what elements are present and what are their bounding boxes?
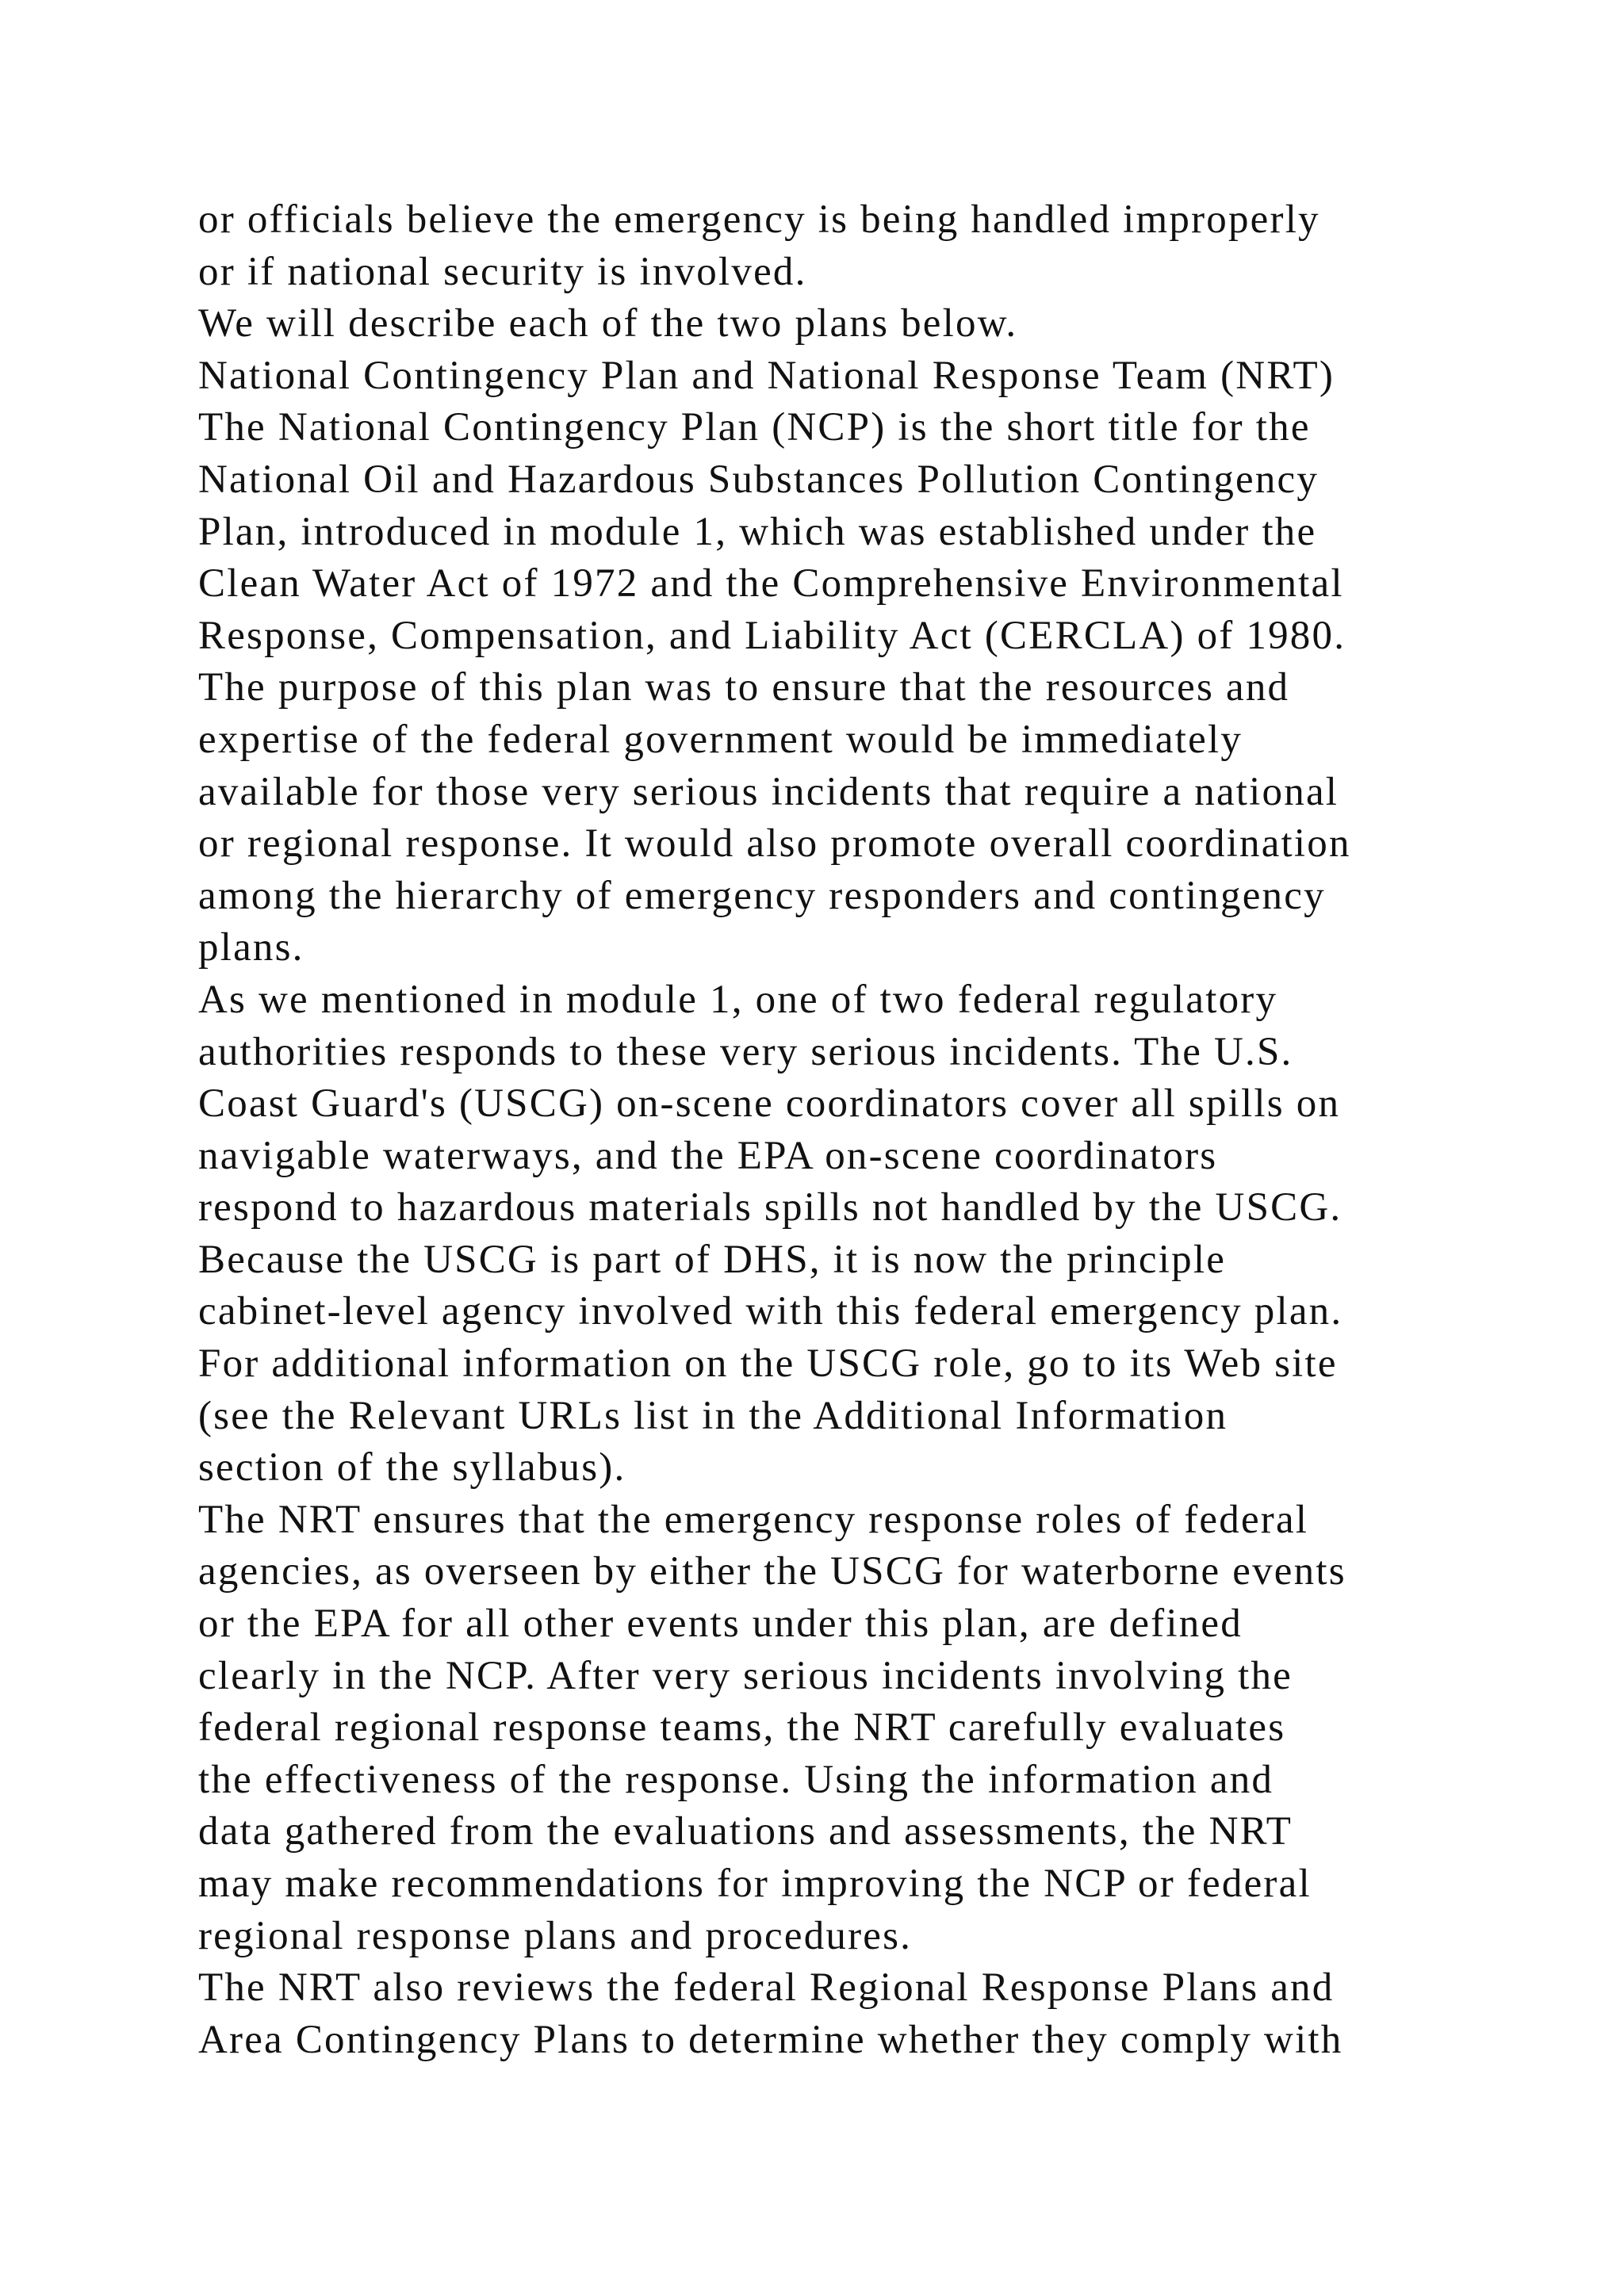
text-line: or officials believe the emergency is being handled improperly <box>198 197 1320 242</box>
text-line: National Contingency Plan and National Response Team (NRT) <box>198 353 1335 398</box>
text-line: National Oil and Hazardous Substances Pollution Contingency <box>198 457 1320 502</box>
text-line: or the EPA for all other events under this plan, are defined <box>198 1601 1243 1647</box>
text-line: As we mentioned in module 1, one of two federal regulatory <box>198 977 1278 1022</box>
text-line: The NRT also reviews the federal Regional Response Plans and <box>198 1965 1335 2011</box>
document-text <box>198 194 1546 2066</box>
text-line: Clean Water Act of 1972 and the Comprehensive Environmental <box>198 561 1344 607</box>
text-line: cabinet-level agency involved with this federal emergency plan. <box>198 1289 1343 1334</box>
text-line: Plan, introduced in module 1, which was established under the <box>198 509 1317 554</box>
text-line: section of the syllabus). <box>198 1445 626 1490</box>
text-line: federal regional response teams, the NRT carefully evaluates <box>198 1705 1286 1751</box>
text-line: clearly in the NCP. After very serious incidents involving the <box>198 1653 1293 1698</box>
text-line: or regional response. It would also promote overall coordination <box>198 821 1351 867</box>
text-line: The National Contingency Plan (NCP) is the short title for the <box>198 405 1311 450</box>
text-line: For additional information on the USCG role, go to its Web site <box>198 1341 1338 1387</box>
text-line: We will describe each of the two plans below. <box>198 301 1018 346</box>
text-line: Area Contingency Plans to determine whether they comply with <box>198 2017 1343 2062</box>
text-line: authorities responds to these very serious incidents. The U.S. <box>198 1029 1293 1074</box>
text-line: The NRT ensures that the emergency response roles of federal <box>198 1497 1309 1542</box>
text-line: Because the USCG is part of DHS, it is now the principle <box>198 1237 1227 1282</box>
text-line: among the hierarchy of emergency responders and contingency <box>198 873 1326 918</box>
text-line: plans. <box>198 925 304 970</box>
text-line: may make recommendations for improving the NCP or federal <box>198 1862 1312 1906</box>
text-line: agencies, as overseen by either the USCG for waterborne events <box>198 1549 1346 1594</box>
text-line: Coast Guard's (USCG) on-scene coordinators cover all spills on <box>198 1081 1341 1127</box>
text-line: or if national security is involved. <box>198 249 807 294</box>
text-line: The purpose of this plan was to ensure that the resources and <box>198 665 1290 710</box>
text-line: navigable waterways, and the EPA on-scene coordinators <box>198 1133 1218 1178</box>
text-line: respond to hazardous materials spills not handled by the USCG. <box>198 1185 1342 1230</box>
text-line: Response, Compensation, and Liability Act (CERCLA) of 1980. <box>198 613 1346 658</box>
text-line: the effectiveness of the response. Using the information and <box>198 1757 1274 1802</box>
text-line: data gathered from the evaluations and assessments, the NRT <box>198 1809 1293 1854</box>
text-line: available for those very serious incidents that require a national <box>198 769 1339 814</box>
text-line: regional response plans and procedures. <box>198 1913 913 1958</box>
text-line: expertise of the federal government would be immediately <box>198 717 1243 762</box>
text-line: (see the Relevant URLs list in the Additional Information <box>198 1393 1228 1438</box>
